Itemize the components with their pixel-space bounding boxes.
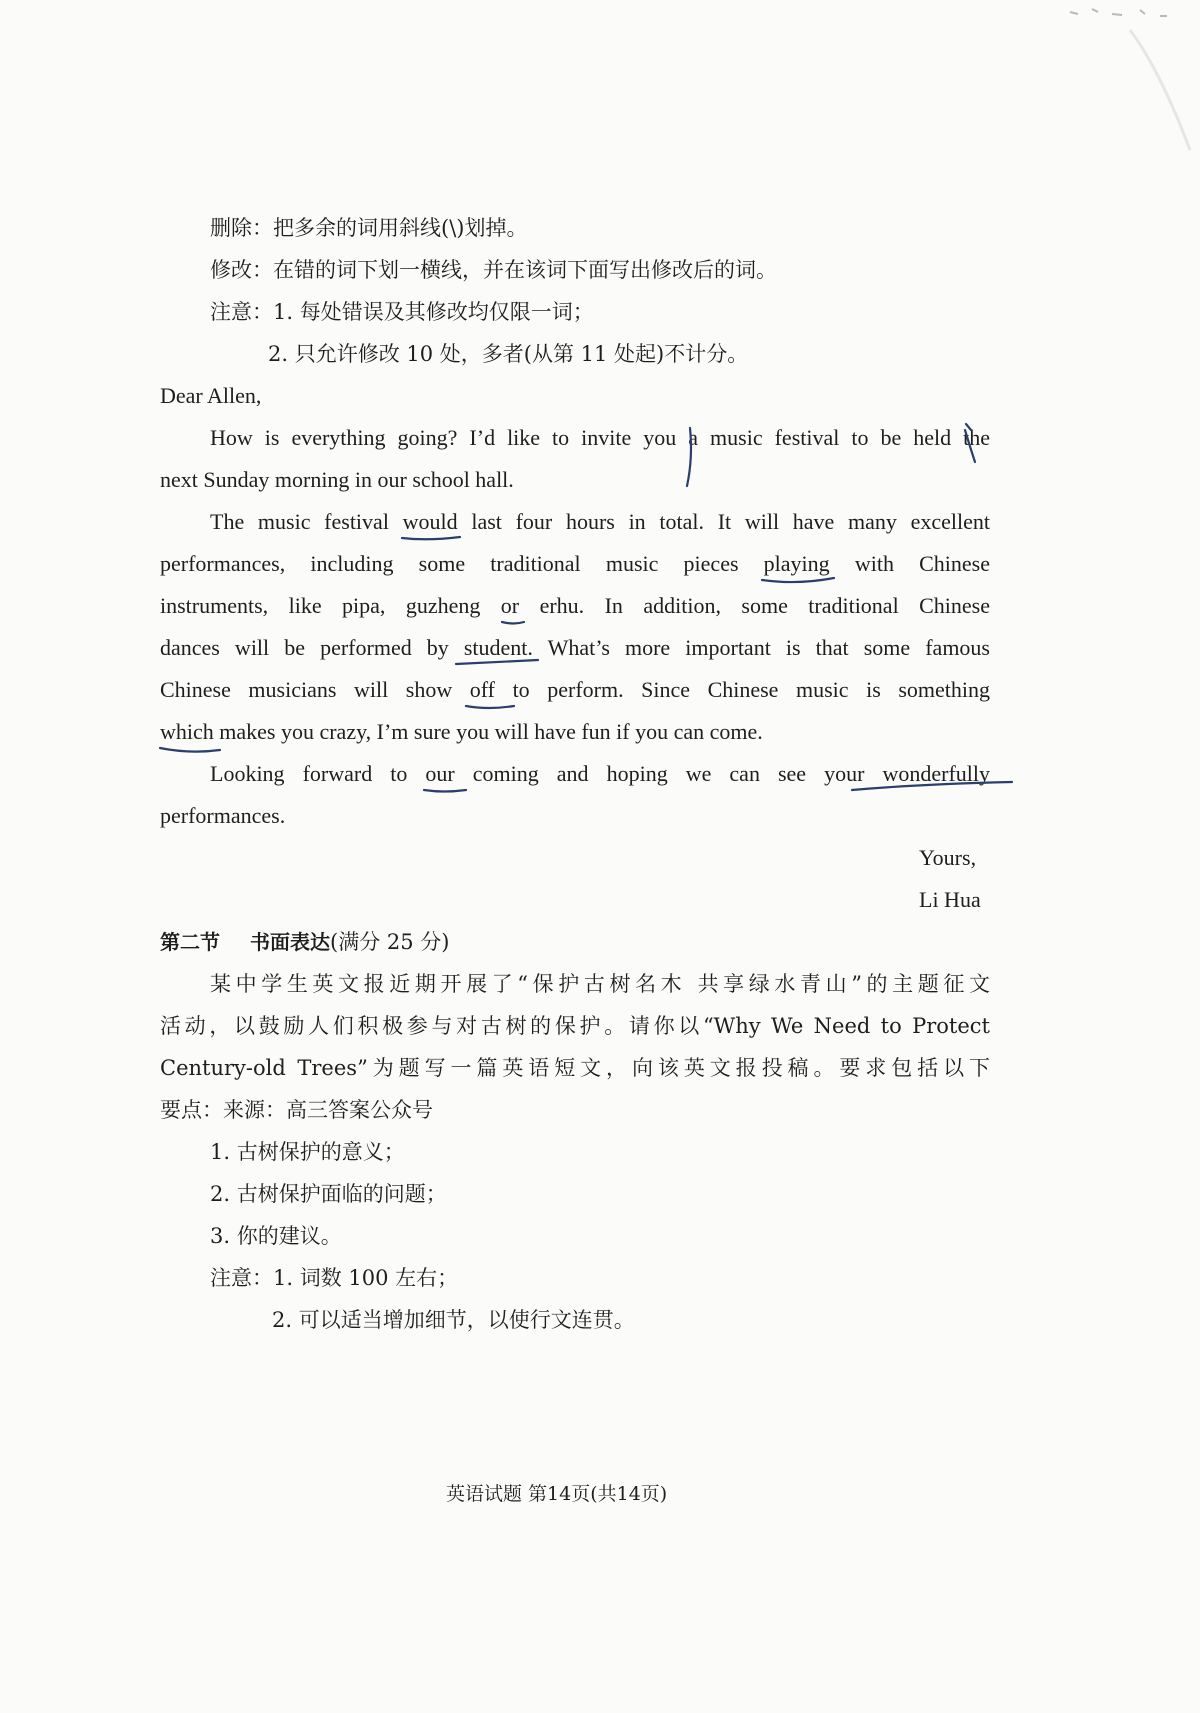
letter-line: next Sunday morning in our school hall.: [160, 467, 514, 492]
prompt-point: 2. 古树保护面临的问题；: [210, 1182, 447, 1206]
prompt-point: 3. 你的建议。: [210, 1224, 342, 1248]
letter-line: which makes you crazy, I’m sure you will have fun if you can come.: [160, 719, 763, 744]
instruction-modify: 修改：在错的词下划一横线，并在该词下面写出修改后的词。: [210, 258, 777, 282]
letter-line: performances.: [160, 803, 286, 828]
section-score: (满分 25 分): [330, 930, 450, 954]
page-footer: 英语试题 第14页(共14页): [446, 1483, 668, 1505]
instruction-note-1: 注意：1. 每处错误及其修改均仅限一词；: [210, 300, 594, 324]
letter-line: How is everything going? I’d like to invite you a music festival to be held the: [210, 425, 990, 450]
section-title: 书面表达: [250, 930, 330, 954]
letter-greeting: Dear Allen,: [160, 383, 262, 408]
instruction-note-2: 2. 只允许修改 10 处，多者(从第 11 处起)不计分。: [268, 342, 749, 366]
prompt-point: 1. 古树保护的意义；: [210, 1140, 405, 1164]
letter-signature: Li Hua: [919, 887, 981, 912]
prompt-line: 某中学生英文报近期开展了“保护古树名木 共享绿水青山”的主题征文: [210, 972, 990, 996]
letter-line: performances, including some traditional music pieces playing with Chinese: [160, 551, 990, 576]
letter-line: dances will be performed by student. What’s more important is that some famous: [160, 635, 990, 660]
prompt-line: Century-old Trees”为题写一篇英语短文，向该英文报投稿。要求包括以下: [160, 1056, 990, 1080]
prompt-line: 活动，以鼓励人们积极参与对古树的保护。请你以“Why We Need to Protect: [160, 1014, 990, 1038]
letter-line: The music festival would last four hours in total. It will have many excellent: [210, 509, 990, 534]
prompt-note-1: 注意：1. 词数 100 左右；: [210, 1266, 459, 1290]
letter-line: instruments, like pipa, guzheng or erhu. In addition, some traditional Chinese: [160, 593, 990, 618]
prompt-note-2: 2. 可以适当增加细节，以使行文连贯。: [272, 1308, 635, 1332]
section-number: 第二节: [160, 930, 220, 954]
instruction-delete: 删除：把多余的词用斜线(\)划掉。: [210, 216, 528, 240]
section-heading: [160, 928, 449, 956]
letter-line: Chinese musicians will show off to perform. Since Chinese music is something: [160, 677, 990, 702]
letter-closing: Yours,: [919, 845, 977, 870]
prompt-line: 要点：来源：高三答案公众号: [160, 1098, 433, 1122]
letter-line: Looking forward to our coming and hoping we can see your wonderfully: [210, 761, 990, 786]
